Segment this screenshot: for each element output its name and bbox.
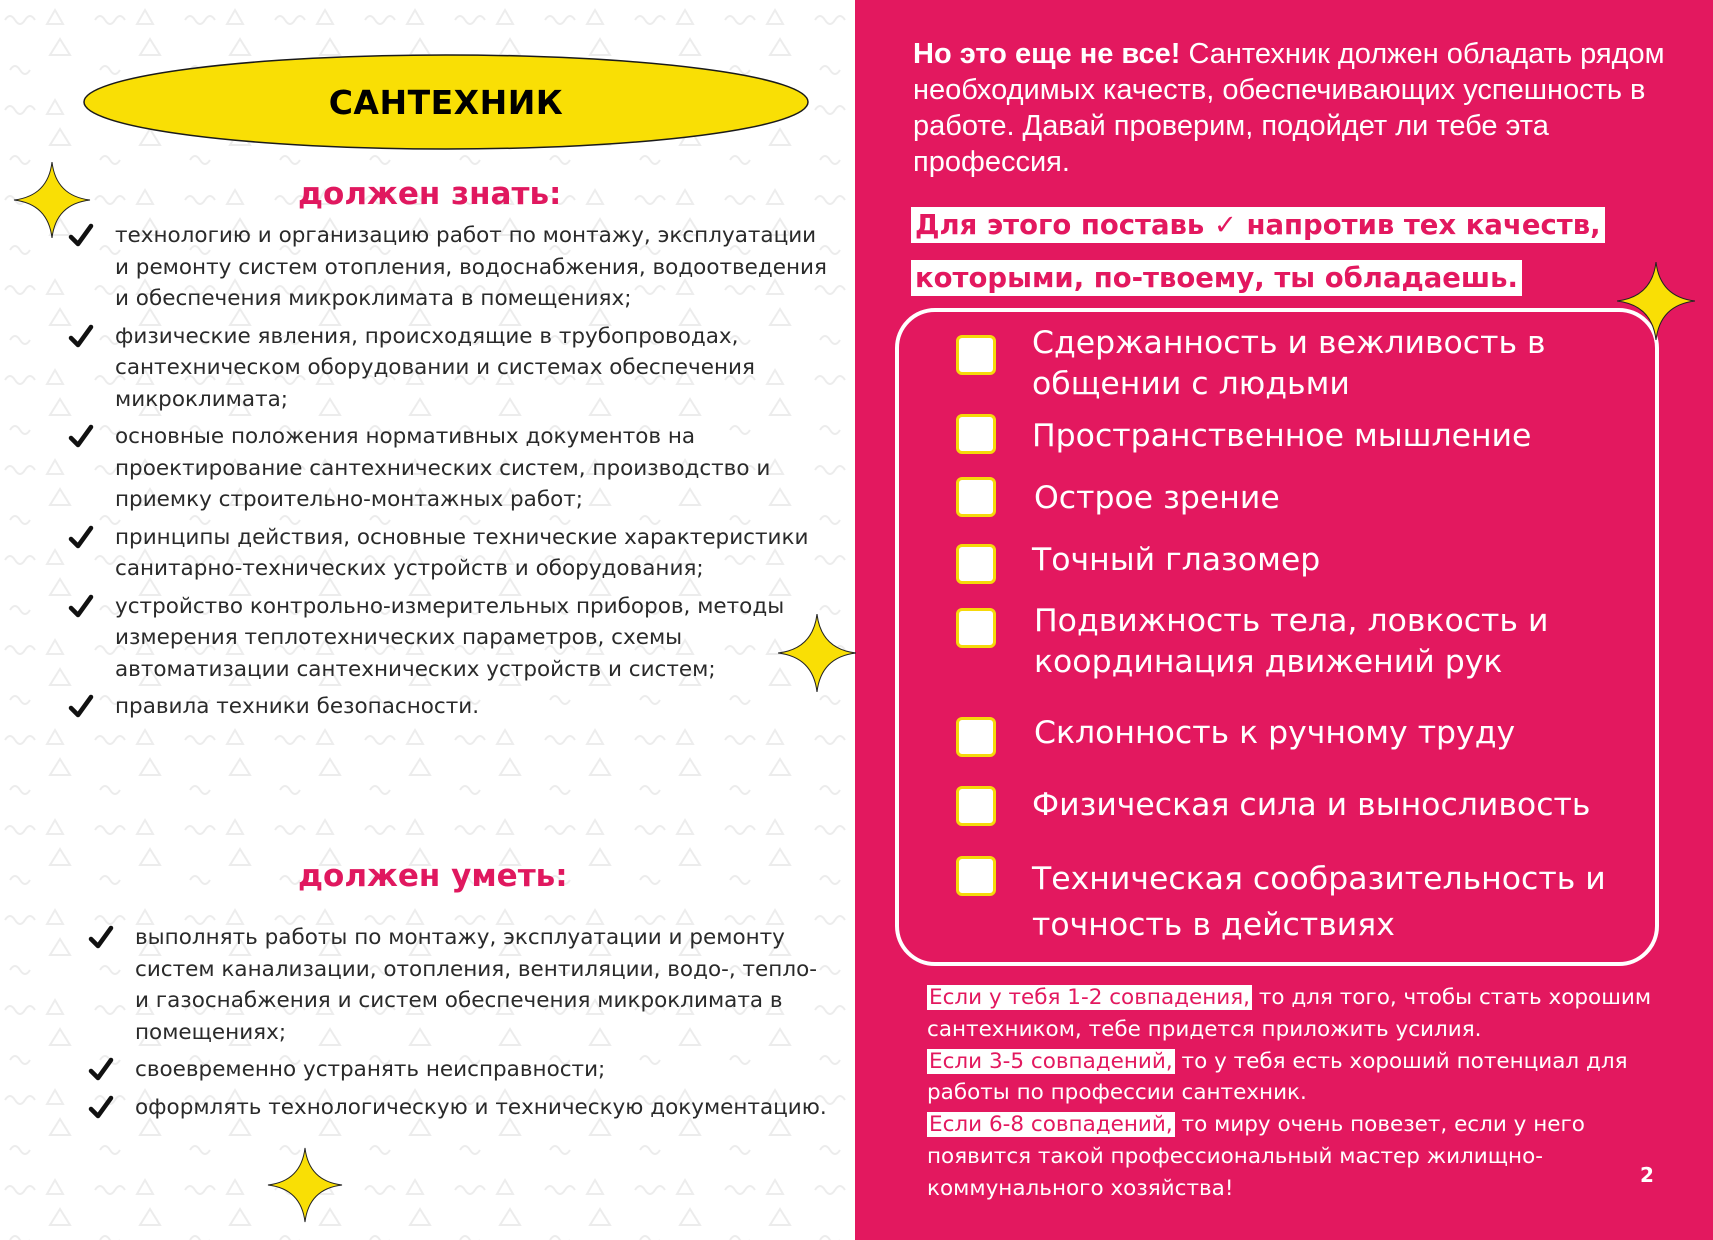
page-number: 2 (1640, 1163, 1654, 1187)
list-item-text: принципы действия, основные технические характеристики санитарно-технических устройств и оборудования; (115, 524, 809, 581)
quality-label: Подвижность тела, ловкость и координация движений рук (1034, 603, 1549, 680)
quality-label: Пространственное мышление (1032, 418, 1532, 454)
left-panel (0, 0, 855, 1240)
intro-bold: Но это еще не все! (913, 38, 1181, 70)
instruction-line-2: которыми, по-твоему, ты обладаешь. (911, 260, 1522, 296)
list-item (68, 421, 828, 516)
list-item (88, 1054, 828, 1086)
quality-checkbox[interactable] (956, 608, 996, 648)
list-item (68, 691, 828, 723)
check-icon (88, 924, 114, 952)
check-icon (68, 524, 94, 552)
results-text (927, 982, 1667, 1205)
result-highlight: Если 3-5 совпадений, (929, 1048, 1173, 1074)
list-item-text: оформлять технологическую и техническую документацию. (135, 1094, 827, 1120)
quality-checkbox[interactable] (956, 786, 996, 826)
sparkle-star-icon (266, 1146, 344, 1224)
sparkle-star-icon (12, 160, 92, 240)
sparkle-star-icon (776, 612, 858, 694)
quality-checkbox[interactable] (956, 856, 996, 896)
right-panel (855, 0, 1713, 1240)
check-icon (68, 593, 94, 621)
list-item (68, 220, 828, 315)
result-text: то для того, чтобы стать хорошим сантехником, тебе придется приложить усилия. (927, 985, 1652, 1042)
sparkle-star-icon (1615, 260, 1697, 342)
page-title: САНТЕХНИК (328, 82, 564, 122)
list-item-text: основные положения нормативных документов на проектирование сантехнических систем, производство и приемку строительно-монтажных работ; (115, 424, 771, 512)
list-item-text: устройство контрольно-измерительных приборов, методы измерения теплотехнических параметров, схемы автоматизации сантехнических устройств и систем; (115, 593, 785, 682)
quality-checkbox[interactable] (956, 477, 996, 517)
result-highlight: Если у тебя 1-2 совпадения, (929, 985, 1251, 1010)
list-item-text: физические явления, происходящие в трубопроводах, сантехническом оборудовании и системах обеспечения микроклимата; (115, 323, 755, 412)
list-item-text: технологию и организацию работ по монтажу, эксплуатации и ремонту систем отопления, водоснабжения, водоотведения и обеспечения микроклимата в помещениях; (115, 223, 827, 311)
check-icon (68, 323, 94, 351)
list-item (88, 922, 828, 1048)
can-list (88, 922, 828, 1129)
quality-label: Техническая сообразительность и точность в действиях (1032, 861, 1606, 943)
result-text: то миру очень повезет, если у него появится такой профессиональный мастер жилищно-коммунального хозяйства! (927, 1112, 1585, 1201)
quality-checkbox[interactable] (956, 414, 996, 454)
intro-text (913, 36, 1693, 180)
list-item (68, 591, 828, 686)
list-item (68, 522, 828, 585)
list-item (88, 1092, 828, 1124)
list-item-text: выполнять работы по монтажу, эксплуатации и ремонту систем канализации, отопления, вентиляции, водо-, тепло- и газоснабжения и систем обеспечения микроклимата в помещениях; (135, 925, 817, 1045)
list-item (68, 321, 828, 416)
instruction-line-1: Для этого поставь ✓ напротив тех качеств, (911, 207, 1605, 243)
result-highlight: Если 6-8 совпадений, (929, 1112, 1173, 1138)
quality-label: Физическая сила и выносливость (1032, 787, 1591, 823)
check-icon (68, 693, 94, 721)
quality-checkbox[interactable] (956, 335, 996, 375)
intro-body: Сантехник должен обладать рядом необходимых качеств, обеспечивающих успешность в работе. Давай проверим, подойдет ли тебе эта профессия. (913, 38, 1665, 178)
quality-label: Точный глазомер (1032, 542, 1321, 578)
quality-checkbox[interactable] (956, 544, 996, 584)
quality-label: Склонность к ручному труду (1034, 715, 1516, 751)
quality-label: Сдержанность и вежливость в общении с людьми (1032, 325, 1546, 402)
check-icon (68, 423, 94, 451)
list-item-text: своевременно устранять неисправности; (135, 1057, 606, 1082)
check-icon (88, 1056, 114, 1084)
check-icon (88, 1094, 114, 1122)
quality-label: Острое зрение (1034, 480, 1280, 516)
result-text: то у тебя есть хороший потенциал для работы по профессии сантехник. (927, 1048, 1628, 1106)
quality-checkbox[interactable] (956, 717, 996, 757)
know-heading: должен знать: (298, 176, 562, 212)
list-item-text: правила техники безопасности. (115, 694, 480, 719)
can-heading: должен уметь: (298, 858, 568, 894)
know-list (68, 220, 828, 729)
